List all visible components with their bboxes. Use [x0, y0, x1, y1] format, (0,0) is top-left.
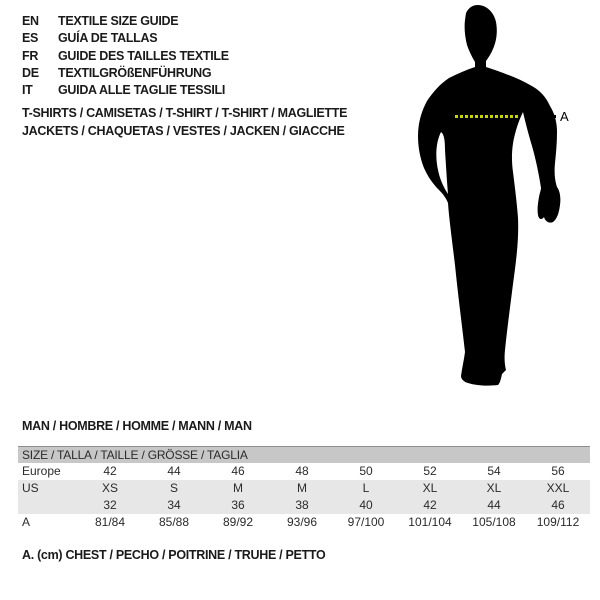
chest-cm-cell: 89/92 — [222, 515, 254, 529]
europe-size-cell: 46 — [231, 464, 245, 478]
us-letter-size-cell: XL — [422, 481, 438, 495]
us-letter-size-cell: L — [362, 481, 370, 495]
language-code-en: EN — [22, 14, 39, 28]
size-table-header: SIZE / TALLA / TAILLE / GRÖSSE / TAGLIA — [18, 447, 590, 463]
size-table-row-chest-cm — [18, 514, 590, 531]
man-silhouette — [405, 0, 575, 395]
language-code-fr: FR — [22, 48, 39, 63]
chest-cm-cell: 97/100 — [347, 515, 385, 529]
language-code-es: ES — [22, 31, 39, 46]
category-line-tshirts: T-SHIRTS / CAMISETAS / T-SHIRT / T-SHIRT / MAGLIETTE — [22, 106, 348, 120]
us-letter-size-cell: XXL — [546, 481, 570, 495]
europe-size-cell: 50 — [359, 464, 373, 478]
europe-size-cell: 42 — [103, 464, 117, 478]
language-title-de: TEXTILGRÖßENFÜHRUNG — [58, 65, 212, 80]
chest-cm-cell: 109/112 — [536, 515, 580, 529]
language-title-it: GUIDA ALLE TAGLIE TESSILI — [58, 83, 226, 98]
europe-size-cell: 56 — [551, 464, 565, 478]
europe-size-cell: 54 — [487, 464, 501, 478]
us-number-size-cell: 46 — [551, 498, 565, 512]
us-letter-size-cell: XL — [486, 481, 502, 495]
row-label-blank — [18, 497, 78, 514]
language-code-it: IT — [22, 83, 33, 98]
chest-cm-cell: 81/84 — [94, 515, 126, 529]
chest-cm-cell: 93/96 — [286, 515, 318, 529]
us-number-size-cell: 38 — [295, 498, 309, 512]
category-line-jackets: JACKETS / CHAQUETAS / VESTES / JACKEN / GIACCHE — [22, 123, 345, 138]
chest-measure-callout-line — [543, 115, 558, 118]
measurement-footnote: A. (cm) CHEST / PECHO / POITRINE / TRUHE / PETTO — [22, 548, 326, 562]
europe-size-cell: 48 — [295, 464, 309, 478]
size-table — [18, 446, 590, 531]
us-letter-size-cell: M — [297, 481, 307, 495]
row-label-europe: Europe — [22, 464, 61, 478]
chest-cm-cell: 101/104 — [408, 515, 452, 529]
us-number-size-cell: 32 — [103, 498, 117, 512]
us-number-size-cell: 42 — [423, 498, 437, 512]
europe-size-cell: 52 — [423, 464, 437, 478]
us-letter-size-cell: M — [233, 481, 243, 495]
section-heading-man: MAN / HOMBRE / HOMME / MANN / MAN — [22, 419, 252, 433]
us-number-size-cell: 34 — [167, 498, 181, 512]
us-letter-size-cell: S — [169, 481, 178, 495]
row-label-us: US — [22, 481, 39, 495]
language-title-en: TEXTILE SIZE GUIDE — [58, 14, 179, 28]
size-table-row-us-letters — [18, 480, 590, 497]
us-number-size-cell: 36 — [231, 498, 245, 512]
row-label-a: A — [22, 515, 31, 529]
us-number-size-cell: 44 — [487, 498, 501, 512]
size-table-row-europe — [18, 463, 590, 480]
chest-measure-line-on-body — [455, 115, 518, 118]
language-title-fr: GUIDE DES TAILLES TEXTILE — [58, 48, 229, 63]
chest-cm-cell: 85/88 — [158, 515, 190, 529]
us-number-size-cell: 40 — [359, 498, 373, 512]
language-title-es: GUÍA DE TALLAS — [58, 31, 158, 46]
language-code-de: DE — [22, 65, 39, 80]
europe-size-cell: 44 — [167, 464, 181, 478]
us-letter-size-cell: XS — [101, 481, 118, 495]
chest-cm-cell: 105/108 — [472, 515, 516, 529]
measure-label-a: A — [560, 109, 569, 124]
size-table-row-us-numbers — [18, 497, 590, 514]
